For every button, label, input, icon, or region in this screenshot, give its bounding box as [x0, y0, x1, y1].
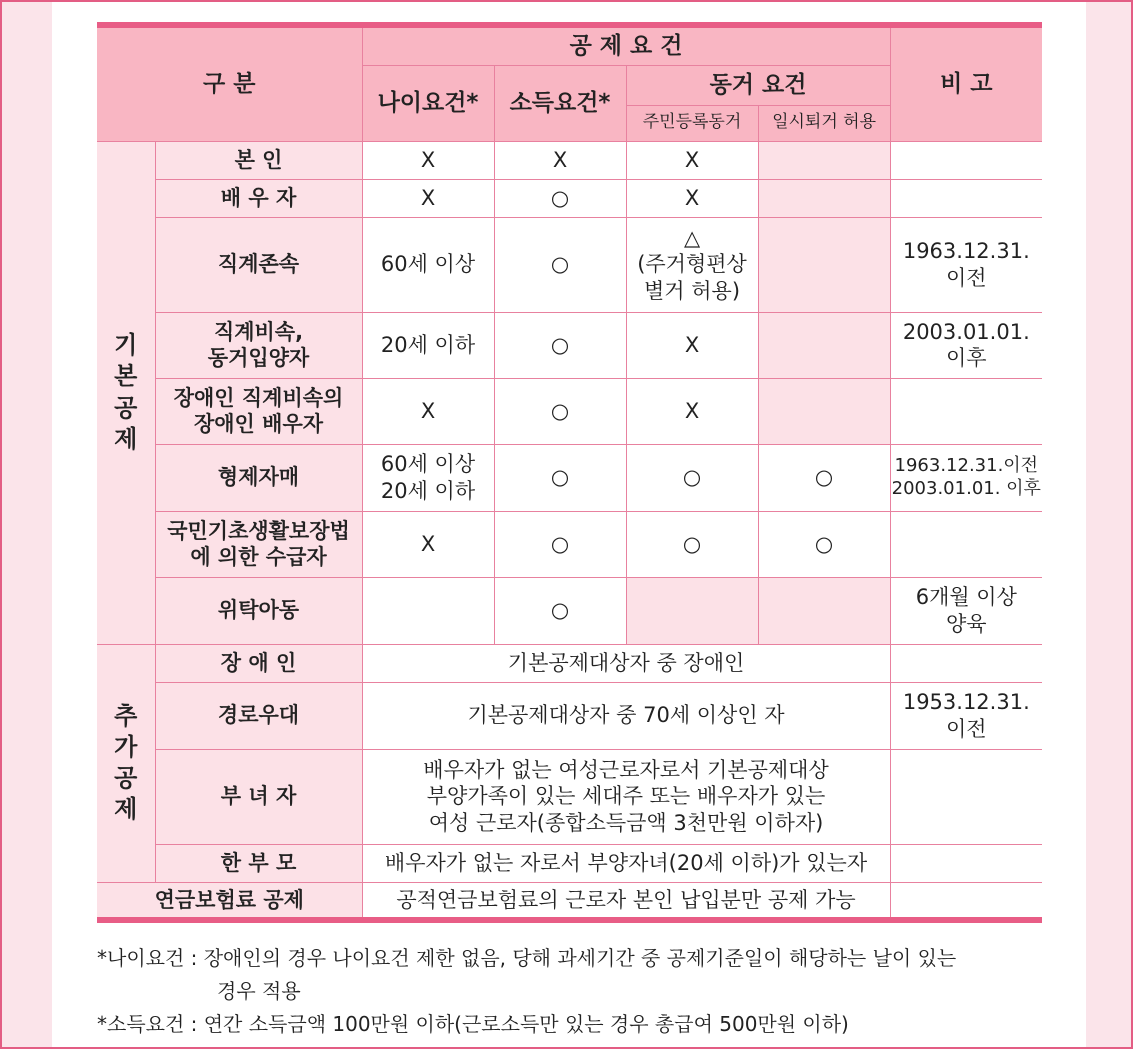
description-cell: 배우자가 없는 여성근로자로서 기본공제대상 부양가족이 있는 세대주 또는 배우자가 있는 여성 근로자(종합소득금액 3천만원 이하자): [362, 749, 890, 844]
temporary-leave-cell: [758, 312, 890, 378]
temporary-leave-cell: [758, 577, 890, 644]
additional-deduction-row: [97, 844, 1042, 882]
remark-cell: [890, 141, 1042, 179]
income-requirement-cell: ○: [494, 312, 626, 378]
remark-cell: [890, 511, 1042, 577]
row-label: 장애인 직계비속의 장애인 배우자: [155, 378, 362, 444]
income-requirement-cell: ○: [494, 217, 626, 312]
age-footnote-continued: 경우 적용: [217, 979, 301, 1003]
description-cell: 공적연금보험료의 근로자 본인 납입분만 공제 가능: [362, 882, 890, 920]
header-remarks: 비 고: [890, 25, 1042, 141]
remark-cell: [890, 844, 1042, 882]
header-temporary-leave: 일시퇴거 허용: [758, 105, 890, 141]
remark-cell: [890, 644, 1042, 682]
row-label: 연금보험료 공제: [97, 882, 362, 920]
resident-registration-cell: △ (주거형편상 별거 허용): [626, 217, 758, 312]
basic-deduction-row: [97, 511, 1042, 577]
temporary-leave-cell: [758, 179, 890, 217]
temporary-leave-cell: ○: [758, 511, 890, 577]
resident-registration-cell: X: [626, 141, 758, 179]
age-requirement-cell: X: [362, 511, 494, 577]
deduction-requirements-table: [97, 22, 1042, 923]
additional-deduction-row: [97, 749, 1042, 844]
header-requirements: 공 제 요 건: [362, 25, 890, 65]
row-label: 위탁아동: [155, 577, 362, 644]
age-requirement-cell: [362, 577, 494, 644]
row-label: 본 인: [155, 141, 362, 179]
resident-registration-cell: ○: [626, 511, 758, 577]
resident-registration-cell: X: [626, 378, 758, 444]
additional-deduction-row: [97, 644, 1042, 682]
description-cell: 배우자가 없는 자로서 부양자녀(20세 이하)가 있는자: [362, 844, 890, 882]
row-label: 형제자매: [155, 444, 362, 511]
age-requirement-cell: X: [362, 141, 494, 179]
income-requirement-cell: ○: [494, 378, 626, 444]
header-category: 구 분: [97, 25, 362, 141]
remark-cell: [890, 882, 1042, 920]
description-cell: 기본공제대상자 중 70세 이상인 자: [362, 682, 890, 749]
header-resident-registration: 주민등록동거: [626, 105, 758, 141]
income-requirement-cell: ○: [494, 577, 626, 644]
remark-cell: 6개월 이상 양육: [890, 577, 1042, 644]
remark-cell: 1963.12.31. 이전: [890, 217, 1042, 312]
row-label: 국민기초생활보장법 에 의한 수급자: [155, 511, 362, 577]
row-label: 장 애 인: [155, 644, 362, 682]
remark-cell: 1963.12.31.이전 2003.01.01. 이후: [890, 444, 1042, 511]
income-requirement-cell: ○: [494, 179, 626, 217]
basic-deduction-row: [97, 378, 1042, 444]
basic-deduction-row: [97, 312, 1042, 378]
resident-registration-cell: ○: [626, 444, 758, 511]
resident-registration-cell: X: [626, 312, 758, 378]
row-label: 한 부 모: [155, 844, 362, 882]
remark-cell: [890, 749, 1042, 844]
header-cohabit-requirement: 동거 요건: [626, 65, 890, 105]
row-label: 부 녀 자: [155, 749, 362, 844]
basic-deduction-row: [97, 179, 1042, 217]
basic-deduction-row: [97, 444, 1042, 511]
income-footnote: *소득요건 : 연간 소득금액 100만원 이하(근로소득만 있는 경우 총급여 500만원 이하): [97, 1012, 849, 1036]
income-requirement-cell: X: [494, 141, 626, 179]
header-age-requirement: 나이요건*: [362, 65, 494, 141]
age-requirement-cell: 60세 이상 20세 이하: [362, 444, 494, 511]
temporary-leave-cell: [758, 378, 890, 444]
additional-deduction-row: [97, 682, 1042, 749]
pension-deduction-row: [97, 882, 1042, 920]
age-requirement-cell: X: [362, 378, 494, 444]
basic-deduction-row: [97, 577, 1042, 644]
footnotes: [97, 942, 1047, 1041]
age-requirement-cell: 60세 이상: [362, 217, 494, 312]
remark-cell: [890, 179, 1042, 217]
row-label: 직계비속, 동거입양자: [155, 312, 362, 378]
age-requirement-cell: X: [362, 179, 494, 217]
remark-cell: 1953.12.31. 이전: [890, 682, 1042, 749]
age-requirement-cell: 20세 이하: [362, 312, 494, 378]
group-basic-deduction: 기 본 공 제: [97, 141, 155, 644]
row-label: 배 우 자: [155, 179, 362, 217]
row-label: 경로우대: [155, 682, 362, 749]
resident-registration-cell: X: [626, 179, 758, 217]
row-label: 직계존속: [155, 217, 362, 312]
temporary-leave-cell: [758, 217, 890, 312]
age-footnote: *나이요건 : 장애인의 경우 나이요건 제한 없음, 당해 과세기간 중 공제기준일이 해당하는 날이 있는: [97, 946, 957, 970]
income-requirement-cell: ○: [494, 511, 626, 577]
header-income-requirement: 소득요건*: [494, 65, 626, 141]
temporary-leave-cell: [758, 141, 890, 179]
remark-cell: [890, 378, 1042, 444]
description-cell: 기본공제대상자 중 장애인: [362, 644, 890, 682]
basic-deduction-row: [97, 141, 1042, 179]
remark-cell: 2003.01.01. 이후: [890, 312, 1042, 378]
resident-registration-cell: [626, 577, 758, 644]
income-requirement-cell: ○: [494, 444, 626, 511]
temporary-leave-cell: ○: [758, 444, 890, 511]
group-additional-deduction: 추 가 공 제: [97, 644, 155, 882]
basic-deduction-row: [97, 217, 1042, 312]
